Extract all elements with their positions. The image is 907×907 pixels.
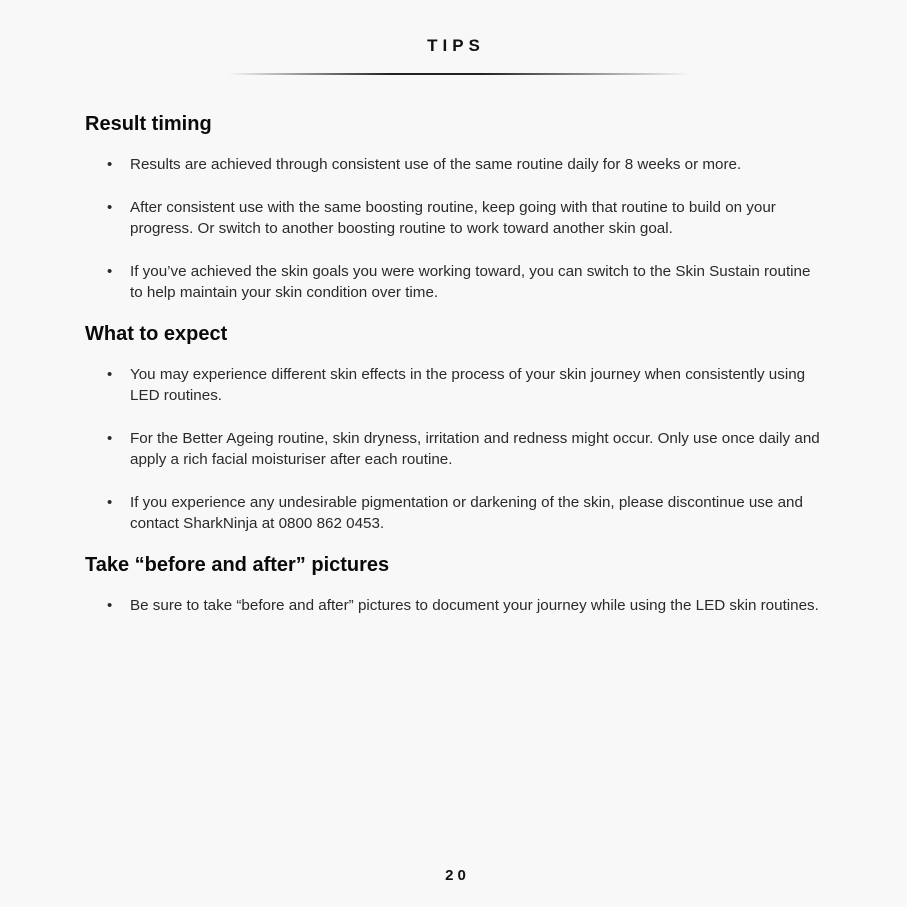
bullet-icon: • <box>107 493 113 511</box>
bullet-list <box>85 154 825 304</box>
list-item <box>85 154 825 176</box>
bullet-list <box>85 364 825 535</box>
bullet-icon: • <box>107 429 113 447</box>
list-item <box>85 492 825 535</box>
section-what-to-expect <box>85 320 825 535</box>
bullet-list <box>85 595 825 617</box>
section-before-after <box>85 551 825 617</box>
bullet-icon: • <box>107 262 113 280</box>
list-item <box>85 197 825 240</box>
list-item <box>85 428 825 471</box>
list-item-text: You may experience different skin effects in the process of your skin journey when consistently using LED routines. <box>130 365 806 404</box>
bullet-icon: • <box>107 198 113 216</box>
list-item-text: Be sure to take “before and after” pictures to document your journey while using the LED skin routines. <box>130 596 819 614</box>
list-item-text: If you’ve achieved the skin goals you were working toward, you can switch to the Skin Sustain routine to help maintain your skin condition over time. <box>130 262 811 301</box>
bullet-icon: • <box>107 365 113 383</box>
page-number: 20 <box>445 867 470 884</box>
section-heading: Result timing <box>85 113 212 135</box>
list-item-text: Results are achieved through consistent use of the same routine daily for 8 weeks or more. <box>130 156 742 173</box>
section-result-timing <box>85 110 825 304</box>
list-item-text: After consistent use with the same boosting routine, keep going with that routine to build on your progress. Or switch to another boosting routine to work toward another skin goal. <box>130 198 776 237</box>
list-item <box>85 595 825 617</box>
list-item-text: If you experience any undesirable pigmentation or darkening of the skin, please discontinue use and contact SharkNinja at 0800 862 0453. <box>130 493 803 532</box>
list-item <box>85 261 825 304</box>
content <box>85 110 825 616</box>
page-header <box>0 36 907 56</box>
title-divider <box>228 73 690 75</box>
page-title: TIPS <box>427 36 485 55</box>
bullet-icon: • <box>107 156 113 173</box>
bullet-icon: • <box>107 596 113 614</box>
list-item <box>85 364 825 407</box>
section-heading: What to expect <box>85 322 228 345</box>
section-heading: Take “before and after” pictures <box>85 553 390 576</box>
list-item-text: For the Better Ageing routine, skin dryness, irritation and redness might occur. Only use once daily and apply a rich facial moisturiser after each routine. <box>130 429 820 468</box>
